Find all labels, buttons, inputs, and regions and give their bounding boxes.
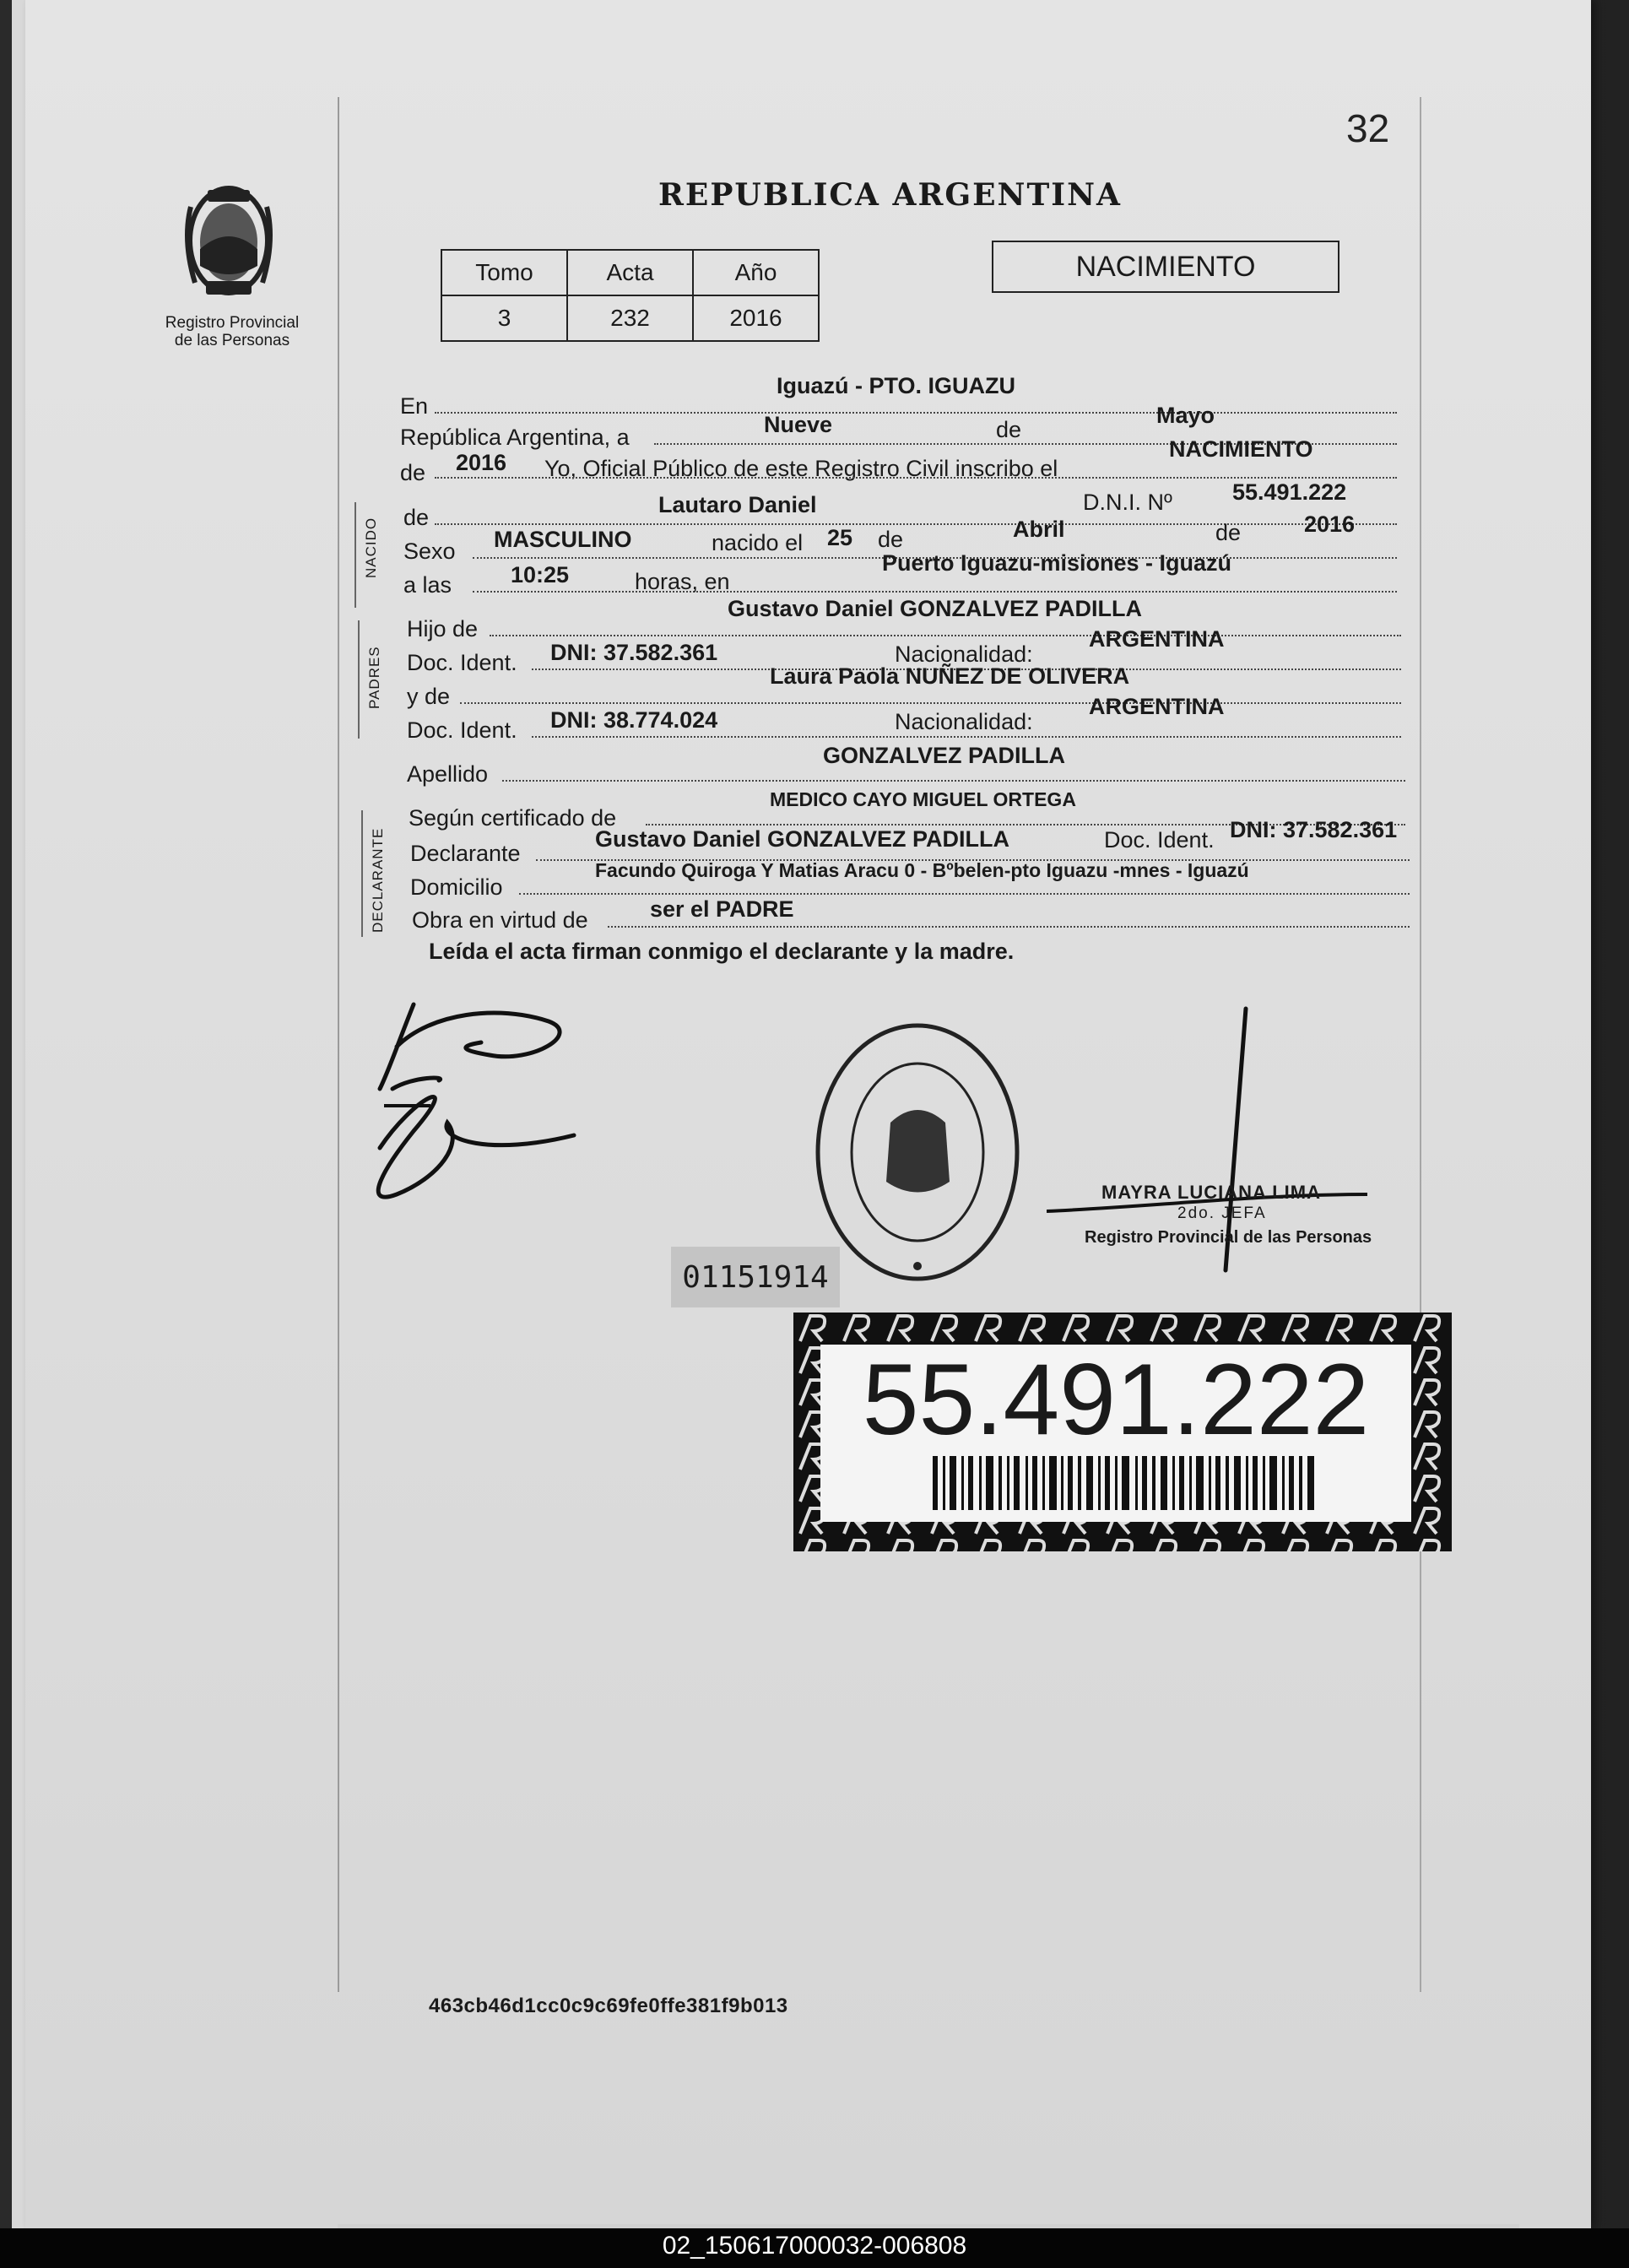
value-declarant: Gustavo Daniel GONZALVEZ PADILLA <box>595 826 1010 852</box>
label-doc-ident: Doc. Ident. <box>407 650 517 675</box>
reference-header-acta: Acta <box>567 250 693 295</box>
value-month: Mayo <box>1156 403 1215 428</box>
reference-value-row <box>441 295 819 341</box>
reference-value-acta: 232 <box>567 295 693 341</box>
dotted-line <box>608 924 1410 928</box>
value-birth-month: Abril <box>1013 517 1065 542</box>
section-rule <box>361 810 363 937</box>
value-father-nationality: ARGENTINA <box>1089 626 1225 652</box>
value-father-doc: DNI: 37.582.361 <box>550 640 718 665</box>
crest-caption-line2: de las Personas <box>174 332 290 349</box>
label-republica: República Argentina, a <box>400 425 630 450</box>
crest-caption-line1: Registro Provincial <box>165 314 300 332</box>
record-type-box: NACIMIENTO <box>992 241 1339 293</box>
value-father-name: Gustavo Daniel GONZALVEZ PADILLA <box>728 596 1143 621</box>
value-surname: GONZALVEZ PADILLA <box>823 743 1065 768</box>
page-number: 32 <box>1346 106 1390 150</box>
dotted-line <box>473 589 1397 593</box>
value-mother-name: Laura Paola NUÑEZ DE OLIVERA <box>770 663 1130 689</box>
dotted-line <box>502 778 1405 782</box>
crest-caption <box>143 314 321 349</box>
footer-id: 02_150617000032-006808 <box>662 2232 967 2260</box>
label-de-name: de <box>403 505 430 530</box>
reference-header-row <box>441 250 819 295</box>
reference-value-ano: 2016 <box>693 295 819 341</box>
value-place: Iguazú - PTO. IGUAZU <box>777 373 1015 398</box>
label-doc-ident-2: Doc. Ident. <box>407 717 517 743</box>
dotted-line <box>435 410 1397 414</box>
label-yo: Yo, Oficial Público de este Registro Civil inscribo el <box>544 456 1058 481</box>
label-sexo: Sexo <box>403 539 456 564</box>
reference-header-tomo: Tomo <box>441 250 567 295</box>
label-declarante: Declarante <box>410 841 521 866</box>
label-doc-ident-declarant: Doc. Ident. <box>1104 827 1215 853</box>
value-year: 2016 <box>456 450 507 475</box>
label-obra: Obra en virtud de <box>412 907 588 933</box>
label-de-birth-year: de <box>1215 520 1242 545</box>
dotted-line <box>435 475 1397 479</box>
reference-value-tomo: 3 <box>441 295 567 341</box>
value-birth-year: 2016 <box>1304 512 1356 537</box>
value-declarant-doc: DNI: 37.582.361 <box>1230 817 1398 842</box>
document-hash: 463cb46d1cc0c9c69fe0ffe381f9b013 <box>429 1995 788 2017</box>
value-mother-nationality: ARGENTINA <box>1089 694 1225 719</box>
label-nacido-el: nacido el <box>712 530 804 555</box>
value-address: Facundo Quiroga Y Matias Aracu 0 - Bºbelen-pto Iguazu -mnes - Iguazú <box>595 859 1249 881</box>
label-hijo-de: Hijo de <box>407 616 479 641</box>
reference-header-ano: Año <box>693 250 819 295</box>
label-de: de <box>996 417 1022 442</box>
value-sex: MASCULINO <box>494 527 632 552</box>
barcode-icon <box>933 1456 1321 1510</box>
value-birth-place: Puerto Iguazu-misiones - Iguazú <box>882 550 1232 576</box>
label-de-year: de <box>400 460 426 485</box>
value-day: Nueve <box>764 412 833 437</box>
serial-sticker: 01151914 <box>671 1247 840 1307</box>
closing-statement: Leída el acta firman conmigo el declarante y la madre. <box>429 939 1015 964</box>
dotted-line <box>490 633 1401 636</box>
dni-label-number: 55.491.222 <box>862 1343 1370 1456</box>
label-nacionalidad: Nacionalidad: <box>895 641 1033 667</box>
section-label-nacido: NACIDO <box>363 517 379 578</box>
dotted-line <box>460 701 1401 704</box>
reference-table <box>441 249 820 342</box>
label-y-de: y de <box>407 684 451 709</box>
value-act-type: NACIMIENTO <box>1169 436 1313 462</box>
official-name: MAYRA LUCIANA LIMA <box>1101 1182 1321 1203</box>
declarant-signature <box>363 996 633 1224</box>
label-apellido: Apellido <box>407 761 489 787</box>
value-mother-doc: DNI: 38.774.024 <box>550 707 718 733</box>
label-a-las: a las <box>403 572 452 598</box>
section-rule <box>354 502 356 608</box>
label-horas-en: horas, en <box>635 569 730 594</box>
value-birth-time: 10:25 <box>511 562 570 587</box>
section-label-declarante: DECLARANTE <box>370 827 386 933</box>
value-name: Lautaro Daniel <box>658 492 817 517</box>
label-nacionalidad-2: Nacionalidad: <box>895 709 1033 734</box>
value-certificate: MEDICO CAYO MIGUEL ORTEGA <box>770 788 1076 810</box>
provincial-crest-icon <box>174 173 284 308</box>
value-dni: 55.491.222 <box>1232 479 1347 505</box>
dotted-line <box>532 734 1401 738</box>
label-dni: D.N.I. Nº <box>1083 490 1172 515</box>
section-rule <box>358 620 360 739</box>
label-segun: Según certificado de <box>409 805 617 831</box>
label-domicilio: Domicilio <box>410 874 503 900</box>
dotted-line <box>519 891 1410 895</box>
section-label-padres: PADRES <box>366 646 382 709</box>
official-organization: Registro Provincial de las Personas <box>1085 1228 1372 1247</box>
dni-barcode-label <box>793 1313 1452 1551</box>
label-en: En <box>400 393 429 419</box>
value-birth-day: 25 <box>827 525 853 550</box>
value-by-virtue: ser el PADRE <box>650 896 794 922</box>
dotted-line <box>435 522 1397 525</box>
document-title: REPUBLICA ARGENTINA <box>658 177 1122 213</box>
official-role: 2do. JEFA <box>1177 1204 1267 1222</box>
label-de-month: de <box>878 527 904 552</box>
